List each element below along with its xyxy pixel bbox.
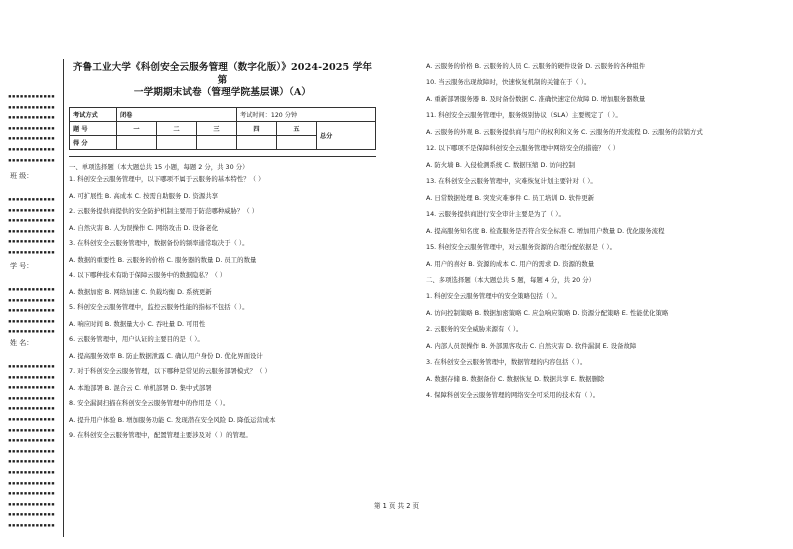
question-text: 7. 对于科创安全云服务管理，以下哪种是常见的云服务部署模式？（ ） [69,366,271,375]
part-4-header: 四 [237,121,277,135]
question-options: A. 防火墙 B. 入侵检测系统 C. 数据压缩 D. 访问控制 [426,161,576,169]
part-2-header: 二 [157,121,197,135]
exam-title [69,62,376,100]
part-1-header: 一 [117,121,157,135]
score-cell [277,135,317,149]
class-label: 班 级： [10,172,34,180]
question-text: 5. 科创安全云服务管理中，监控云服务性能的指标不包括（ ）。 [69,302,249,311]
question-text: 2. 云服务提供商提供的安全防护机制主要用于防范哪种威胁？（ ） [69,206,259,215]
question-text: 4. 以下哪种技术有助于保障云服务中的数据隐私？（ ） [69,270,227,279]
page-footer: 第 1 页 共 2 页 [373,502,420,510]
question-text: 12. 以下哪项不是保障科创安全云服务管理中网络安全的措施？（ ） [426,144,620,152]
question-options: A. 重新部署服务器 B. 及时备份数据 C. 准确快速定位故障 D. 增加服务器数量 [426,95,646,103]
question-options: A. 访问控制策略 B. 数据加密策略 C. 应急响应策略 D. 资源分配策略 E. 性能优化策略 [426,309,669,317]
question-options: A. 提升用户体验 B. 增加服务功能 C. 发现潜在安全风险 D. 降低运营成本 [69,415,276,424]
question-text: 3. 在科创安全云服务管理中，数据管理的内容包括（ ）。 [426,358,587,366]
part-3-header: 三 [197,121,237,135]
exam-title-line-2: 一学期期末试卷（管理学院基层课）（A） [133,87,312,98]
question-text: 6. 云服务管理中，用户认证的主要目的是（ ）。 [69,334,204,343]
question-text: 10. 当云服务出现故障时，快速恢复机制的关键在于（ ）。 [426,78,591,86]
question-text: 13. 在科创安全云服务管理中，灾难恢复计划主要针对（ ）。 [426,177,597,185]
left-column [69,62,376,439]
question-options: A. 数据存储 B. 数据备份 C. 数据恢复 D. 数据共享 E. 数据删除 [426,375,605,383]
section-1-header: 一、单项选择题（本大题总共 15 小题，每题 2 分，共 30 分） [69,162,249,171]
score-cell [237,135,277,149]
score-cell [157,135,197,149]
question-text: 4. 保障科创安全云服务管理的网络安全可采用的技术有（ ）。 [426,391,600,399]
question-text: 14. 云服务提供商进行安全审计主要是为了（ ）。 [426,210,565,218]
question-text: 2. 云服务的安全威胁来源有（ ）。 [426,325,523,333]
part-5-header: 五 [277,121,317,135]
question-options: A. 用户的喜好 B. 资源的成本 C. 用户的需求 D. 资源的数量 [426,260,595,268]
dotted-line-block: ▪▪▪▪▪▪▪▪▪▪▪▪ ▪▪▪▪▪▪▪▪▪▪▪▪ ▪▪▪▪▪▪▪▪▪▪▪▪ ▪▪▪▪▪▪▪▪▪▪▪▪ ▪▪▪▪▪▪▪▪▪▪▪▪ ▪▪▪▪▪▪▪▪▪▪▪▪ [8,196,56,256]
name-label: 姓 名： [10,339,34,347]
section-divider [69,156,376,157]
question-text: 9. 在科创安全云服务管理中，配置管理主要涉及对（ ）的管理。 [69,430,252,439]
question-options: A. 提高服务效率 B. 防止数据泄露 C. 确认用户身份 D. 优化界面设计 [69,351,263,360]
section-2-header: 二、多项选择题（本大题总共 5 题，每题 4 分，共 20 分） [426,276,596,284]
dotted-line-block: ▪▪▪▪▪▪▪▪▪▪▪▪ ▪▪▪▪▪▪▪▪▪▪▪▪ ▪▪▪▪▪▪▪▪▪▪▪▪ ▪▪▪▪▪▪▪▪▪▪▪▪ ▪▪▪▪▪▪▪▪▪▪▪▪ ▪▪▪▪▪▪▪▪▪▪▪▪ ▪▪▪▪▪▪▪▪▪▪▪▪ [8,93,56,164]
exam-time: 考试时间：120 分钟 [237,107,376,121]
exam-mode-value: 闭卷 [117,107,237,121]
dotted-line-block: ▪▪▪▪▪▪▪▪▪▪▪▪ ▪▪▪▪▪▪▪▪▪▪▪▪ ▪▪▪▪▪▪▪▪▪▪▪▪ ▪▪▪▪▪▪▪▪▪▪▪▪ ▪▪▪▪▪▪▪▪▪▪▪▪ ▪▪▪▪▪▪▪▪▪▪▪▪ ▪▪▪▪▪▪▪▪▪▪▪▪ ▪▪▪▪▪▪▪▪▪▪▪▪ ▪▪▪▪▪▪▪▪▪▪▪▪ ▪▪▪▪▪▪▪▪▪▪▪▪ ▪▪▪▪▪▪▪▪▪▪▪▪ ▪▪▪▪▪▪▪▪▪▪▪▪ ▪▪▪▪▪▪▪▪▪▪▪▪ ▪▪▪▪▪▪▪▪▪▪▪▪ ▪▪▪▪▪▪▪▪▪▪▪▪ ▪▪▪▪▪▪▪▪▪▪▪▪ [8,363,56,529]
question-options: A. 自然灾害 B. 人为误操作 C. 网络攻击 D. 设备老化 [69,223,219,232]
question-text: 8. 安全漏洞扫描在科创安全云服务管理中的作用是（ ）。 [69,398,230,407]
question-text: 1. 科创安全云服务管理中，以下哪项不属于云服务的基本特性？（ ） [69,174,265,183]
score-table [69,107,376,150]
question-options: A. 日常数据处理 B. 突发灾难事件 C. 员工培训 D. 软件更新 [426,194,595,202]
right-column [426,62,738,399]
question-options: A. 本地部署 B. 混合云 C. 单机部署 D. 集中式部署 [69,383,212,392]
question-text: 15. 科创安全云服务管理中，对云服务资源的合理分配依据是（ ）。 [426,243,616,251]
question-options: A. 可扩展性 B. 高成本 C. 按需自助服务 D. 资源共享 [69,191,219,200]
question-text: 1. 科创安全云服务管理中的安全策略包括（ ）。 [426,292,561,300]
question-options: A. 提高服务知名度 B. 检查服务是否符合安全标准 C. 增加用户数量 D. 优化服务流程 [426,227,665,235]
question-text: 11. 科创安全云服务管理中，服务级别协议（SLA）主要规定了（ ）。 [426,111,622,119]
score-cell [197,135,237,149]
dotted-line-block: ▪▪▪▪▪▪▪▪▪▪▪▪ ▪▪▪▪▪▪▪▪▪▪▪▪ ▪▪▪▪▪▪▪▪▪▪▪▪ ▪▪▪▪▪▪▪▪▪▪▪▪ ▪▪▪▪▪▪▪▪▪▪▪▪ [8,286,56,336]
binding-margin [8,0,60,549]
score-cell [117,135,157,149]
question-options: A. 数据的重要性 B. 云服务的价格 C. 服务器的数量 D. 员工的数量 [69,255,257,264]
question-text: 3. 在科创安全云服务管理中，数据备份的频率通常取决于（ ）。 [69,238,249,247]
question-options: A. 响应时间 B. 数据量大小 C. 吞吐量 D. 可用性 [69,319,206,328]
question-options: A. 数据加密 B. 网络加速 C. 负载均衡 D. 系统更新 [69,287,212,296]
score-label: 得 分 [70,135,117,149]
total-label: 总分 [317,121,376,149]
exam-mode-label: 考试方式 [70,107,117,121]
question-no-label: 题 号 [70,121,117,135]
exam-title-line-1: 齐鲁工业大学《科创安全云服务管理（数字化版）》2024-2025 学年第 [72,62,373,86]
student-id-label: 学 号： [10,262,34,270]
question-options: A. 云服务的价格 B. 云服务的人员 C. 云服务的硬件设备 D. 云服务的各种组件 [426,62,646,70]
question-options: A. 云服务的外观 B. 云服务提供商与用户的权利和义务 C. 云服务的开发流程 D. 云服务的营销方式 [426,128,703,136]
binding-rule [63,59,64,537]
question-options: A. 内部人员误操作 B. 外部黑客攻击 C. 自然灾害 D. 软件漏洞 E. 设备故障 [426,342,637,350]
